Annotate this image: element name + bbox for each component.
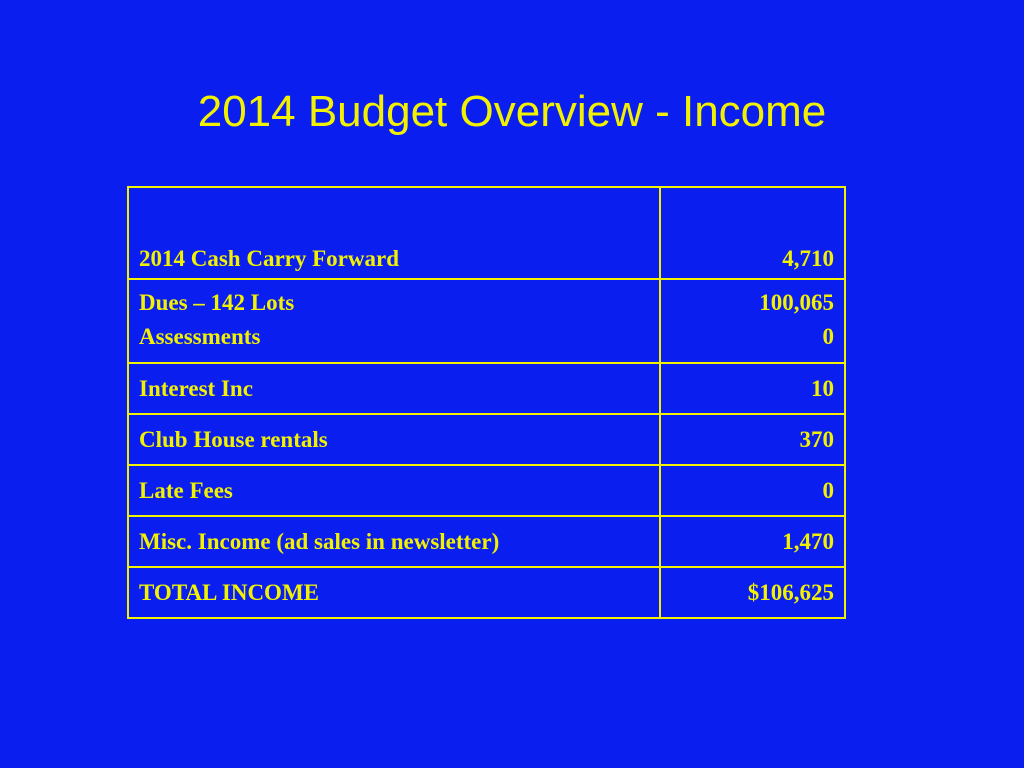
row-label-cell [128, 516, 660, 567]
row-amount: 1,470 [782, 528, 834, 554]
slide-title: 2014 Budget Overview - Income [197, 87, 827, 136]
row-amount-cell [660, 465, 845, 516]
row-amount-cell [660, 279, 845, 363]
total-label: TOTAL INCOME [139, 579, 319, 605]
row-amount-cell [660, 187, 845, 279]
row-label-cell [128, 279, 660, 363]
row-label: Assessments [139, 324, 261, 349]
table-row [128, 187, 845, 279]
row-label: Interest Inc [139, 375, 253, 401]
row-label: Late Fees [139, 477, 233, 503]
row-label-cell [128, 567, 660, 618]
row-amount: 4,710 [782, 246, 834, 271]
row-label-cell [128, 414, 660, 465]
row-amount: 10 [811, 375, 834, 401]
total-row [128, 567, 845, 618]
row-amount: 0 [822, 324, 834, 349]
row-label-cell [128, 465, 660, 516]
row-amount: 370 [799, 426, 834, 452]
row-label: Misc. Income (ad sales in newsletter) [139, 528, 500, 554]
table-row [128, 363, 845, 414]
income-table [127, 186, 846, 619]
row-amount-cell [660, 516, 845, 567]
table-row [128, 279, 845, 363]
row-label-cell [128, 187, 660, 279]
row-amount: 0 [822, 477, 834, 503]
row-label: Club House rentals [139, 426, 328, 452]
row-amount: 100,065 [759, 290, 834, 315]
row-label-cell [128, 363, 660, 414]
table-row [128, 465, 845, 516]
row-label: Dues – 142 Lots [139, 290, 295, 315]
table-row [128, 516, 845, 567]
row-amount-cell [660, 363, 845, 414]
table-row [128, 414, 845, 465]
total-amount: $106,625 [747, 579, 834, 605]
row-amount-cell [660, 567, 845, 618]
row-amount-cell [660, 414, 845, 465]
row-label: 2014 Cash Carry Forward [139, 246, 399, 271]
